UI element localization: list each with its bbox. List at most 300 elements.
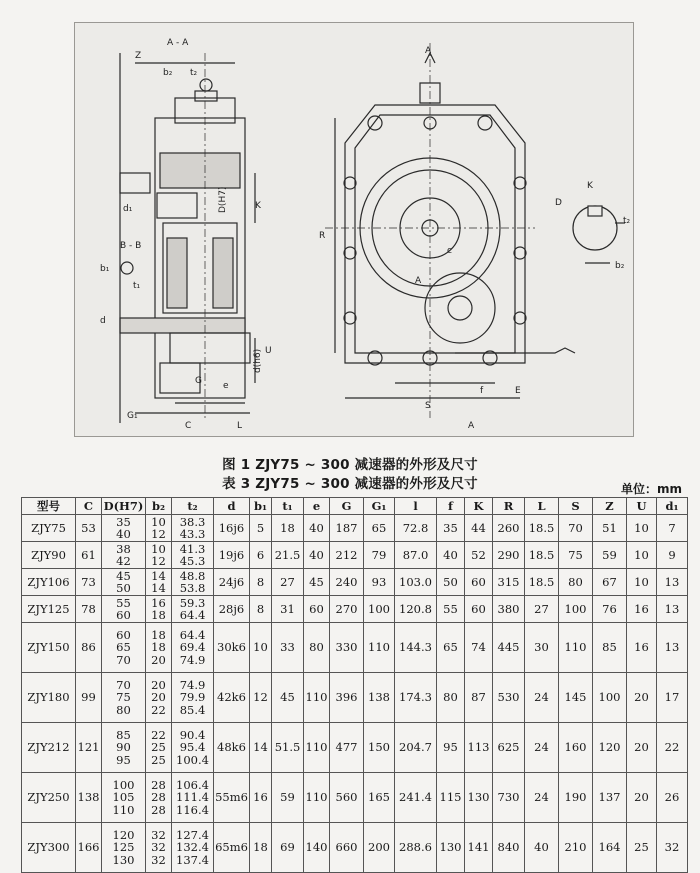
table-cell-b2 [146, 542, 172, 569]
table-cell-line: 32 [151, 827, 166, 842]
table-cell-e: 40 [304, 542, 330, 569]
table-cell-t2 [172, 623, 214, 673]
table-cell-line: 25 [151, 740, 166, 755]
label-k-detail: K [587, 181, 593, 191]
table-cell-d [102, 623, 146, 673]
column-header: f [437, 498, 465, 515]
label-e2: E [515, 386, 521, 396]
table-cell-d: 65m6 [214, 823, 250, 873]
table-cell-b2 [146, 673, 172, 723]
table-cell-d1: 13 [657, 623, 688, 673]
table-cell-model: ZJY106 [22, 569, 76, 596]
front-view [325, 43, 575, 418]
column-header: 型号 [22, 498, 76, 515]
table-cell-t1: 59 [272, 773, 304, 823]
table-cell-t1: 51.5 [272, 723, 304, 773]
table-cell-g1: 110 [364, 623, 395, 673]
drawing-svg [75, 23, 635, 438]
table-cell-z: 59 [593, 542, 627, 569]
table-cell-line: 55 [116, 595, 131, 610]
label-t2: t₂ [190, 68, 198, 78]
table-cell-line: 22 [151, 702, 166, 717]
table-cell-line: 12 [151, 554, 166, 568]
table-cell-d1: 13 [657, 596, 688, 623]
table-cell-line: 105 [112, 790, 135, 805]
figure-caption: 图 1 ZJY75 ~ 300 减速器的外形及尺寸 [222, 457, 478, 473]
table-cell-g1: 79 [364, 542, 395, 569]
label-dh7: D(H7) [218, 186, 228, 213]
table-row [22, 723, 688, 773]
table-cell-line: 22 [151, 727, 166, 742]
table-cell-line: 70 [116, 677, 131, 692]
table-row [22, 823, 688, 873]
table-cell-e: 80 [304, 623, 330, 673]
unit-label: 单位：mm [620, 482, 682, 496]
table-cell-model: ZJY212 [22, 723, 76, 773]
label-t1: t₁ [133, 281, 141, 291]
table-cell-l: 30 [525, 623, 559, 673]
table-cell-z: 51 [593, 515, 627, 542]
table-cell-e: 110 [304, 773, 330, 823]
label-d-detail: D [555, 198, 562, 208]
table-cell-g: 477 [330, 723, 364, 773]
table-cell-l: 204.7 [395, 723, 437, 773]
table-cell-line: 69.4 [179, 640, 206, 655]
table-cell-l: 24 [525, 673, 559, 723]
label-k-side: K [255, 201, 261, 211]
column-header: t₂ [172, 498, 214, 515]
label-l: L [237, 421, 243, 431]
table-cell-b2 [146, 773, 172, 823]
table-cell-line: 90.4 [179, 727, 206, 742]
table-cell-b2 [146, 823, 172, 873]
table-cell-t1: 27 [272, 569, 304, 596]
table-cell-line: 53.8 [179, 581, 206, 595]
table-cell-line: 45 [116, 568, 131, 583]
table-cell-u: 25 [627, 823, 657, 873]
table-cell-line: 100.4 [176, 752, 209, 767]
table-cell-c: 99 [76, 673, 102, 723]
table-cell-l: 18.5 [525, 515, 559, 542]
table-cell-line: 20 [151, 652, 166, 667]
table-cell-d1: 26 [657, 773, 688, 823]
table-cell-d [102, 823, 146, 873]
table-cell-line: 127.4 [176, 827, 209, 842]
table-cell-line: 74.9 [179, 652, 206, 667]
table-cell-line: 16 [151, 595, 166, 610]
table-cell-f: 115 [437, 773, 465, 823]
table-cell-b2 [146, 623, 172, 673]
table-cell-line: 60 [116, 627, 131, 642]
table-cell-e: 45 [304, 569, 330, 596]
table-cell-line: 106.4 [176, 777, 209, 792]
table-cell-model: ZJY75 [22, 515, 76, 542]
table-cell-line: 18 [151, 608, 166, 622]
table-cell-z: 67 [593, 569, 627, 596]
table-cell-line: 65 [116, 640, 131, 655]
table-cell-r: 445 [493, 623, 525, 673]
table-cell-line: 70 [116, 652, 131, 667]
table-cell-line: 12 [151, 527, 166, 541]
table-cell-t1: 33 [272, 623, 304, 673]
table-cell-s: 190 [559, 773, 593, 823]
table-cell-line: 125 [112, 840, 135, 855]
column-header: l [395, 498, 437, 515]
table-header-row [22, 498, 688, 515]
table-cell-g1: 165 [364, 773, 395, 823]
table-cell-c: 73 [76, 569, 102, 596]
table-cell-g1: 100 [364, 596, 395, 623]
table-cell-g: 187 [330, 515, 364, 542]
column-header: R [493, 498, 525, 515]
table-cell-d: 55m6 [214, 773, 250, 823]
table-cell-b1: 18 [250, 823, 272, 873]
table-cell-b1: 10 [250, 623, 272, 673]
table-cell-z: 85 [593, 623, 627, 673]
table-cell-e: 40 [304, 515, 330, 542]
table-cell-g: 660 [330, 823, 364, 873]
table-cell-c: 166 [76, 823, 102, 873]
label-c: C [185, 421, 192, 431]
label-g1: G₁ [127, 411, 138, 421]
table-cell-k: 52 [465, 542, 493, 569]
table-cell-line: 14 [151, 581, 166, 595]
table-cell-g1: 93 [364, 569, 395, 596]
table-cell-k: 141 [465, 823, 493, 873]
table-cell-model: ZJY250 [22, 773, 76, 823]
table-body [22, 515, 688, 873]
table-cell-k: 60 [465, 596, 493, 623]
table-cell-s: 210 [559, 823, 593, 873]
table-cell-g: 212 [330, 542, 364, 569]
table-cell-d [102, 596, 146, 623]
table-cell-e: 60 [304, 596, 330, 623]
column-header: e [304, 498, 330, 515]
table-cell-s: 75 [559, 542, 593, 569]
table-cell-l: 288.6 [395, 823, 437, 873]
section-label: A - A [167, 38, 189, 48]
label-a-bottom: A [468, 421, 475, 431]
table-cell-line: 43.3 [179, 527, 206, 541]
table-cell-l: 18.5 [525, 542, 559, 569]
table-cell-line: 64.4 [179, 627, 206, 642]
column-header: D(H7) [102, 498, 146, 515]
table-cell-d [102, 673, 146, 723]
table-cell-s: 80 [559, 569, 593, 596]
table-cell-r: 380 [493, 596, 525, 623]
table-cell-line: 80 [116, 702, 131, 717]
table-cell-line: 10 [151, 514, 166, 529]
table-cell-z: 100 [593, 673, 627, 723]
table-cell-s: 145 [559, 673, 593, 723]
table-cell-u: 20 [627, 773, 657, 823]
table-cell-d [102, 542, 146, 569]
table-cell-line: 60 [116, 608, 131, 622]
column-header: d [214, 498, 250, 515]
column-header: G [330, 498, 364, 515]
table-cell-g: 240 [330, 569, 364, 596]
table-cell-u: 10 [627, 569, 657, 596]
table-cell-z: 137 [593, 773, 627, 823]
table-cell-r: 530 [493, 673, 525, 723]
table-cell-z: 120 [593, 723, 627, 773]
table-cell-line: 75 [116, 690, 131, 705]
table-cell-g1: 65 [364, 515, 395, 542]
column-header: t₁ [272, 498, 304, 515]
table-cell-l: 103.0 [395, 569, 437, 596]
table-cell-line: 38 [116, 541, 131, 556]
table-cell-l: 87.0 [395, 542, 437, 569]
table-cell-k: 87 [465, 673, 493, 723]
table-cell-line: 28 [151, 777, 166, 792]
column-header: K [465, 498, 493, 515]
label-b2: b₂ [163, 68, 173, 78]
table-cell-model: ZJY300 [22, 823, 76, 873]
table-cell-line: 74.9 [179, 677, 206, 692]
table-cell-line: 25 [151, 752, 166, 767]
drawing-labels [100, 38, 631, 431]
table-cell-model: ZJY150 [22, 623, 76, 673]
table-cell-b1: 14 [250, 723, 272, 773]
column-header: Z [593, 498, 627, 515]
table-row [22, 596, 688, 623]
table-cell-f: 40 [437, 542, 465, 569]
table-cell-t2 [172, 823, 214, 873]
table-cell-line: 42 [116, 554, 131, 568]
table-cell-t1: 31 [272, 596, 304, 623]
table-cell-b1: 8 [250, 569, 272, 596]
column-header: U [627, 498, 657, 515]
column-header: d₁ [657, 498, 688, 515]
label-u: U [265, 346, 272, 356]
table-cell-s: 100 [559, 596, 593, 623]
table-cell-c: 53 [76, 515, 102, 542]
table-cell-b1: 8 [250, 596, 272, 623]
table-cell-s: 70 [559, 515, 593, 542]
label-e: e [223, 381, 229, 391]
label-a-top: A [425, 46, 432, 56]
table-cell-u: 16 [627, 596, 657, 623]
label-bb: B - B [120, 241, 142, 251]
table-cell-d: 28j6 [214, 596, 250, 623]
table-cell-t2 [172, 596, 214, 623]
table-cell-u: 10 [627, 542, 657, 569]
table-cell-line: 130 [112, 852, 135, 867]
table-cell-e: 110 [304, 723, 330, 773]
table-cell-model: ZJY180 [22, 673, 76, 723]
table-cell-k: 44 [465, 515, 493, 542]
dimension-table [21, 497, 688, 873]
table-cell-line: 64.4 [179, 608, 206, 622]
table-cell-line: 116.4 [176, 802, 209, 817]
table-row [22, 623, 688, 673]
table-cell-t2 [172, 773, 214, 823]
table-cell-t1: 21.5 [272, 542, 304, 569]
table-row [22, 542, 688, 569]
table-cell-r: 840 [493, 823, 525, 873]
table-cell-b1: 5 [250, 515, 272, 542]
table-cell-r: 730 [493, 773, 525, 823]
label-s: S [425, 401, 431, 411]
table-cell-b1: 12 [250, 673, 272, 723]
table-cell-line: 18 [151, 627, 166, 642]
label-g: G [195, 376, 202, 386]
table-cell-line: 85.4 [179, 702, 206, 717]
table-cell-c: 121 [76, 723, 102, 773]
table-cell-d [102, 773, 146, 823]
table-cell-line: 85 [116, 727, 131, 742]
table-cell-d: 42k6 [214, 673, 250, 723]
table-cell-line: 10 [151, 541, 166, 556]
table-cell-b2 [146, 569, 172, 596]
table-cell-s: 110 [559, 623, 593, 673]
table-cell-d: 30k6 [214, 623, 250, 673]
table-cell-l: 241.4 [395, 773, 437, 823]
label-c-mid: c [447, 246, 452, 256]
table-cell-d [102, 723, 146, 773]
table-cell-s: 160 [559, 723, 593, 773]
label-d1: d₁ [123, 204, 133, 214]
table-cell-f: 55 [437, 596, 465, 623]
table-cell-g: 560 [330, 773, 364, 823]
table-cell-line: 32 [151, 840, 166, 855]
table-cell-d1: 17 [657, 673, 688, 723]
table-cell-f: 65 [437, 623, 465, 673]
table-cell-line: 28 [151, 802, 166, 817]
table-cell-g: 270 [330, 596, 364, 623]
label-z: Z [135, 51, 142, 61]
table-cell-z: 76 [593, 596, 627, 623]
table-cell-line: 120 [112, 827, 135, 842]
table-cell-d1: 32 [657, 823, 688, 873]
column-header: L [525, 498, 559, 515]
table-cell-t2 [172, 673, 214, 723]
table-cell-line: 32 [151, 852, 166, 867]
table-cell-d1: 7 [657, 515, 688, 542]
table-cell-line: 38.3 [179, 514, 206, 529]
table-caption: 表 3 ZJY75 ~ 300 减速器的外形及尺寸 [222, 476, 478, 492]
table-cell-line: 95.4 [179, 740, 206, 755]
table-row [22, 515, 688, 542]
table-cell-f: 35 [437, 515, 465, 542]
table-cell-t1: 45 [272, 673, 304, 723]
table-cell-d: 24j6 [214, 569, 250, 596]
table-cell-t1: 69 [272, 823, 304, 873]
table-cell-line: 137.4 [176, 852, 209, 867]
side-section-view [120, 53, 255, 423]
column-header: C [76, 498, 102, 515]
table-cell-k: 130 [465, 773, 493, 823]
table-cell-d1: 22 [657, 723, 688, 773]
table-row [22, 569, 688, 596]
table-cell-model: ZJY90 [22, 542, 76, 569]
table-row [22, 773, 688, 823]
table-cell-line: 40 [116, 527, 131, 541]
table-cell-l: 24 [525, 773, 559, 823]
table-cell-l: 27 [525, 596, 559, 623]
table-cell-t2 [172, 569, 214, 596]
table-cell-b1: 6 [250, 542, 272, 569]
table-cell-line: 110 [112, 802, 135, 817]
table-cell-line: 111.4 [176, 790, 209, 805]
label-t2-detail: t₂ [623, 216, 631, 226]
table-cell-c: 86 [76, 623, 102, 673]
table-cell-t2 [172, 515, 214, 542]
label-f: f [480, 386, 484, 396]
table-cell-line: 41.3 [179, 541, 206, 556]
label-dh6: d(h6) [253, 348, 263, 373]
table-cell-d [102, 569, 146, 596]
table-cell-d: 19j6 [214, 542, 250, 569]
table-cell-e: 110 [304, 673, 330, 723]
column-header: G₁ [364, 498, 395, 515]
table-cell-line: 28 [151, 790, 166, 805]
table-cell-line: 45.3 [179, 554, 206, 568]
table-cell-line: 48.8 [179, 568, 206, 583]
table-cell-b2 [146, 515, 172, 542]
table-cell-g1: 200 [364, 823, 395, 873]
table-cell-b2 [146, 596, 172, 623]
table-cell-line: 79.9 [179, 690, 206, 705]
table-cell-g1: 150 [364, 723, 395, 773]
table-cell-line: 100 [112, 777, 135, 792]
table-cell-l: 40 [525, 823, 559, 873]
table-cell-line: 35 [116, 514, 131, 529]
table-cell-z: 164 [593, 823, 627, 873]
table-cell-c: 61 [76, 542, 102, 569]
table-cell-g1: 138 [364, 673, 395, 723]
table-cell-u: 20 [627, 723, 657, 773]
table-cell-line: 95 [116, 752, 131, 767]
table-cell-b2 [146, 723, 172, 773]
table-cell-l: 144.3 [395, 623, 437, 673]
table-cell-t1: 18 [272, 515, 304, 542]
key-detail [573, 206, 625, 263]
label-b1: b₁ [100, 264, 110, 274]
table-cell-l: 174.3 [395, 673, 437, 723]
table-cell-f: 50 [437, 569, 465, 596]
table-cell-t2 [172, 723, 214, 773]
table-cell-d [102, 515, 146, 542]
label-a-mid: A [415, 276, 422, 286]
table-cell-r: 315 [493, 569, 525, 596]
table-cell-line: 90 [116, 740, 131, 755]
table-cell-r: 625 [493, 723, 525, 773]
table-cell-u: 16 [627, 623, 657, 673]
column-header: b₂ [146, 498, 172, 515]
table-cell-e: 140 [304, 823, 330, 873]
table-cell-f: 130 [437, 823, 465, 873]
table-row [22, 673, 688, 723]
label-r: R [319, 231, 326, 241]
table-cell-r: 290 [493, 542, 525, 569]
table-cell-l: 18.5 [525, 569, 559, 596]
table-cell-b1: 16 [250, 773, 272, 823]
table-cell-l: 120.8 [395, 596, 437, 623]
column-header: b₁ [250, 498, 272, 515]
table-cell-line: 20 [151, 677, 166, 692]
table-cell-g: 396 [330, 673, 364, 723]
table-cell-k: 60 [465, 569, 493, 596]
label-d: d [100, 316, 106, 326]
table-cell-line: 50 [116, 581, 131, 595]
table-cell-r: 260 [493, 515, 525, 542]
table-cell-k: 113 [465, 723, 493, 773]
table-cell-line: 18 [151, 640, 166, 655]
column-header: S [559, 498, 593, 515]
table-cell-l: 72.8 [395, 515, 437, 542]
table-cell-c: 138 [76, 773, 102, 823]
